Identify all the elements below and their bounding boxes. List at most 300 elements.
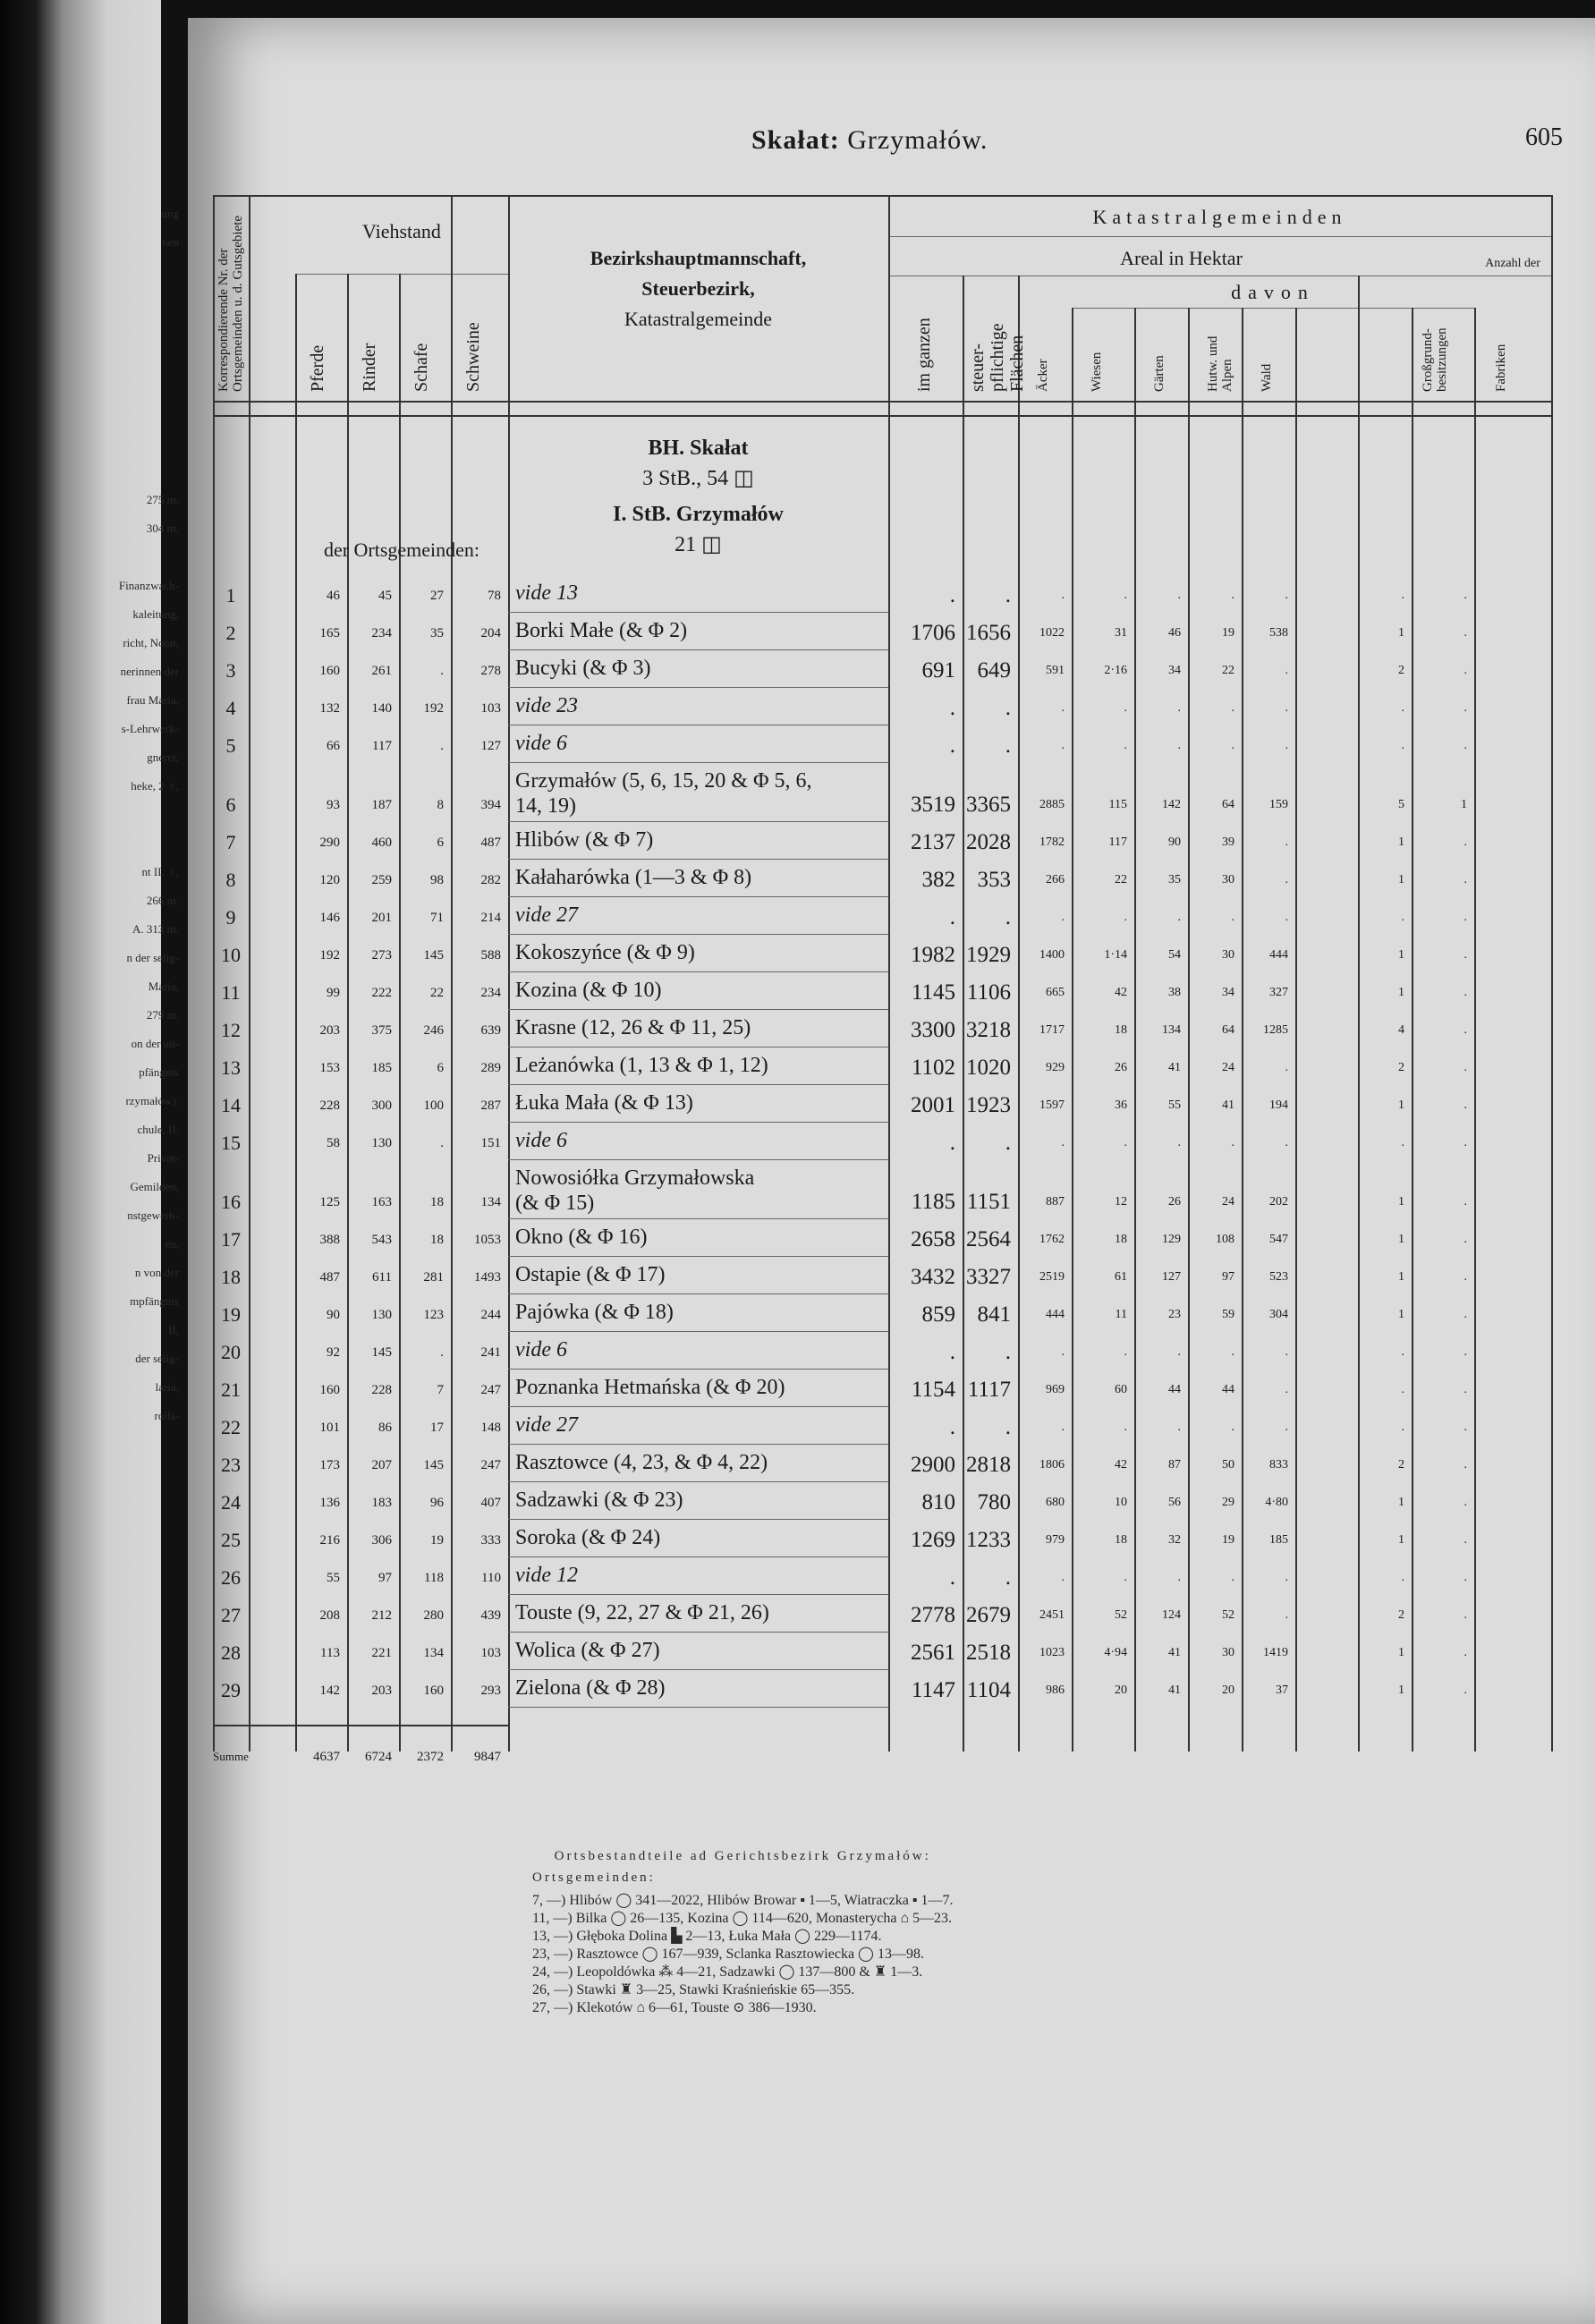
livestock-ri: 228: [371, 1383, 392, 1397]
area-g: 1154: [911, 1378, 955, 1402]
area-wi: 36: [1115, 1098, 1127, 1112]
left-page-line: mpfängnis: [130, 1294, 179, 1308]
left-page-line: gnerei,: [147, 751, 179, 764]
row-number: 28: [221, 1641, 241, 1664]
row-separator: [508, 1331, 888, 1332]
livestock-sc: 134: [423, 1646, 444, 1660]
area-wi: 42: [1115, 1458, 1127, 1472]
area-gr: .: [1401, 1136, 1404, 1149]
area-g: 1147: [911, 1678, 955, 1702]
left-page-line: 279 m.: [146, 1008, 179, 1022]
area-fa: .: [1463, 1533, 1467, 1547]
row-number: 20: [221, 1341, 241, 1363]
row-number: 16: [221, 1191, 241, 1213]
livestock-sw: 278: [480, 664, 501, 678]
livestock-sc: 7: [437, 1383, 444, 1397]
area-hu: .: [1231, 701, 1234, 715]
section-stb: 3 StB., 54 ◫: [642, 467, 754, 490]
area-ac: 969: [1046, 1383, 1065, 1396]
livestock-sc: 71: [430, 911, 444, 925]
area-st: 1106: [966, 980, 1011, 1005]
area-gr: 1: [1398, 1533, 1404, 1547]
area-wa: 1419: [1263, 1646, 1288, 1659]
area-ac: 665: [1046, 986, 1065, 999]
area-gr: 1: [1398, 1098, 1404, 1112]
area-fa: .: [1463, 701, 1467, 715]
livestock-sc: 280: [423, 1608, 444, 1623]
left-page-line: n von der: [134, 1266, 179, 1279]
area-g: 810: [921, 1490, 955, 1514]
area-gr: .: [1401, 1421, 1404, 1434]
livestock-pf: 132: [319, 701, 340, 716]
left-page-line: en,: [165, 1237, 179, 1251]
area-hu: .: [1231, 589, 1234, 602]
left-page-line: Privat-: [147, 1151, 179, 1165]
area-st: .: [1005, 734, 1011, 758]
area-ac: 986: [1046, 1684, 1065, 1697]
footnote-entry: 27, —) Klekotów ⌂ 6—61, Touste ⊙ 386—1930.: [532, 2000, 817, 2015]
area-wi: 18: [1115, 1533, 1127, 1547]
area-g: 382: [921, 868, 955, 892]
livestock-sw: 241: [480, 1345, 501, 1360]
livestock-ri: 460: [371, 835, 392, 850]
area-wi: 1·14: [1104, 948, 1127, 962]
area-g: 1982: [911, 943, 955, 967]
municipality-name: vide 6: [515, 732, 567, 755]
area-gr: 2: [1398, 1061, 1404, 1074]
left-page-line: on der un-: [131, 1037, 179, 1050]
livestock-sw: 439: [480, 1608, 501, 1623]
area-g: 3432: [911, 1265, 955, 1289]
area-st: 1117: [967, 1378, 1011, 1402]
footnotes: [532, 1847, 953, 2017]
municipality-name: Soroka (& Φ 24): [515, 1526, 661, 1549]
area-gr: 1: [1398, 873, 1404, 886]
area-g: 1269: [911, 1528, 955, 1552]
row-number: 19: [221, 1303, 241, 1326]
row-number: 26: [221, 1566, 241, 1589]
row-separator: [508, 1256, 888, 1257]
municipality-name: Wolica (& Φ 27): [515, 1639, 660, 1662]
livestock-pf: 388: [319, 1233, 340, 1247]
column-border: [1551, 195, 1553, 1751]
row-separator: [508, 1632, 888, 1633]
row-number: 21: [221, 1378, 241, 1401]
area-wa: .: [1285, 1383, 1288, 1396]
livestock-ri: 145: [371, 1345, 392, 1360]
column-border: [1295, 308, 1297, 1751]
area-g: .: [949, 1131, 955, 1155]
livestock-ri: 261: [371, 664, 392, 678]
area-wa: 202: [1269, 1195, 1288, 1209]
area-wa: .: [1285, 1345, 1288, 1359]
header-korrespondierende: Korrespondierende Nr. der Ortsgemeinden u. d. Gutsgebiete: [216, 215, 245, 392]
livestock-pf: 58: [327, 1136, 340, 1150]
area-gr: .: [1401, 911, 1404, 924]
area-gr: .: [1401, 589, 1404, 602]
header-viehstand: Viehstand: [362, 220, 441, 242]
area-ga: 46: [1168, 626, 1181, 640]
livestock-sw: 639: [480, 1023, 501, 1038]
area-fa: .: [1463, 1023, 1467, 1037]
livestock-ri: 212: [371, 1608, 392, 1623]
area-ga: 38: [1168, 986, 1181, 999]
livestock-ri: 45: [378, 589, 392, 603]
row-separator: [508, 934, 888, 935]
left-page-line: der selig-: [135, 1352, 179, 1365]
viehstand-sub-border: [295, 274, 508, 275]
livestock-pf: 160: [319, 664, 340, 678]
area-wa: .: [1285, 589, 1288, 602]
area-hu: 50: [1222, 1458, 1234, 1472]
header-wald: Wald: [1260, 363, 1274, 392]
area-gr: 1: [1398, 1308, 1404, 1321]
municipality-name: Leżanówka (1, 13 & Φ 1, 12): [515, 1054, 768, 1077]
livestock-sc: 19: [430, 1533, 444, 1548]
area-g: 2778: [911, 1603, 955, 1627]
page-number: 605: [1525, 123, 1563, 151]
area-fa: .: [1463, 664, 1467, 677]
livestock-sw: 244: [480, 1308, 501, 1322]
header-schafe: Schafe: [411, 343, 431, 392]
livestock-sw: 1053: [474, 1233, 501, 1247]
area-wi: 26: [1115, 1061, 1127, 1074]
area-st: 1020: [966, 1056, 1011, 1080]
row-separator: [508, 1556, 888, 1557]
livestock-sc: 100: [423, 1098, 444, 1113]
area-hu: 29: [1222, 1496, 1234, 1509]
livestock-pf: 228: [319, 1098, 340, 1113]
area-st: 353: [977, 868, 1011, 892]
livestock-sw: 234: [480, 986, 501, 1000]
area-ac: .: [1061, 739, 1065, 752]
municipality-name: Ostapie (& Φ 17): [515, 1263, 666, 1286]
municipality-name: Kokoszyńce (& Φ 9): [515, 941, 695, 964]
area-wa: .: [1285, 835, 1288, 849]
row-separator: [508, 1594, 888, 1595]
header-rinder: Rinder: [360, 343, 379, 392]
livestock-sc: .: [440, 1345, 444, 1360]
area-hu: 24: [1222, 1061, 1234, 1074]
left-page-line: 275 m.: [146, 493, 179, 506]
area-st: 2564: [966, 1227, 1011, 1251]
area-ga: 124: [1162, 1608, 1181, 1622]
area-hu: .: [1231, 911, 1234, 924]
area-fa: .: [1463, 1195, 1467, 1209]
area-st: 1104: [966, 1678, 1011, 1702]
row-separator: [508, 1122, 888, 1123]
municipality-name: vide 27: [515, 1413, 578, 1437]
area-fa: .: [1463, 1458, 1467, 1472]
row-separator: [508, 859, 888, 860]
livestock-sc: 96: [430, 1496, 444, 1510]
livestock-ri: 130: [371, 1136, 392, 1150]
livestock-pf: 173: [319, 1458, 340, 1472]
left-page-line: ung: [161, 207, 179, 220]
area-wa: 159: [1269, 798, 1288, 811]
livestock-sc: 145: [423, 1458, 444, 1472]
area-ac: 1400: [1039, 948, 1065, 962]
livestock-sw: 394: [480, 798, 501, 812]
livestock-pf: 93: [327, 798, 340, 812]
left-page-line: richt, Notar,: [123, 636, 179, 649]
livestock-pf: 55: [327, 1571, 340, 1585]
header-gaerten: Gärten: [1152, 355, 1167, 392]
header-bezirk-2: Steuerbezirk,: [641, 277, 755, 300]
livestock-pf: 216: [319, 1533, 340, 1548]
area-hu: .: [1231, 739, 1234, 752]
header-grossgrund: Großgrund-besitzungen: [1421, 327, 1449, 392]
area-g: 1145: [911, 980, 955, 1005]
municipality-name-cont: 14, 19): [515, 794, 576, 818]
municipality-name: Sadzawki (& Φ 23): [515, 1489, 683, 1512]
area-wa: .: [1285, 701, 1288, 715]
municipality-name: vide 23: [515, 694, 578, 717]
livestock-pf: 66: [327, 739, 340, 753]
area-ac: 1717: [1039, 1023, 1065, 1037]
area-wi: .: [1124, 1571, 1127, 1584]
area-st: 2679: [966, 1603, 1011, 1627]
footnote-heading: Ortsbestandteile ad Gerichtsbezirk Grzymałów:: [554, 1849, 931, 1863]
livestock-ri: 185: [371, 1061, 392, 1075]
header-anzahl: Anzahl der: [1485, 257, 1540, 270]
area-fa: .: [1463, 911, 1467, 924]
area-wi: .: [1124, 701, 1127, 715]
row-number: 4: [225, 697, 236, 719]
area-hu: 19: [1222, 626, 1234, 640]
area-hu: 34: [1222, 986, 1234, 999]
livestock-pf: 125: [319, 1195, 340, 1209]
area-wa: 444: [1269, 948, 1288, 962]
header-schweine: Schweine: [463, 322, 483, 392]
area-st: .: [1005, 583, 1011, 607]
header-steuerpflichtige: steuer-pflichtige Flächen: [968, 323, 1027, 392]
area-wi: 61: [1115, 1270, 1127, 1284]
livestock-sw: 247: [480, 1458, 501, 1472]
municipality-name: Kałaharówka (1—3 & Φ 8): [515, 866, 752, 889]
header-katastralgemeinden: Katastralgemeinden: [1092, 206, 1347, 228]
livestock-ri: 97: [378, 1571, 392, 1585]
area-fa: .: [1463, 1684, 1467, 1697]
area-ga: 142: [1162, 798, 1181, 811]
livestock-sw: 148: [480, 1421, 501, 1435]
area-gr: 1: [1398, 1496, 1404, 1509]
livestock-ri: 183: [371, 1496, 392, 1510]
area-ga: 54: [1168, 948, 1181, 962]
row-number: 2: [225, 622, 236, 644]
area-hu: 19: [1222, 1533, 1234, 1547]
area-hu: 39: [1222, 835, 1234, 849]
row-number: 29: [221, 1679, 241, 1701]
livestock-pf: 90: [327, 1308, 340, 1322]
left-page-line: Finanzwach-: [118, 579, 179, 592]
municipality-name: vide 6: [515, 1129, 567, 1152]
area-hu: .: [1231, 1421, 1234, 1434]
area-g: .: [949, 696, 955, 720]
footnote-entry: 24, —) Leopoldówka ⁂ 4—21, Sadzawki ◯ 137—800 & ♜ 1—3.: [532, 1964, 923, 1980]
livestock-sw: 151: [480, 1136, 501, 1150]
left-page-line: laria,: [155, 1380, 179, 1394]
row-separator: [508, 1084, 888, 1085]
area-g: .: [949, 1565, 955, 1590]
area-g: .: [949, 734, 955, 758]
livestock-ri: 221: [371, 1646, 392, 1660]
row-number: 17: [221, 1228, 241, 1251]
area-wa: .: [1285, 1136, 1288, 1149]
livestock-pf: 99: [327, 986, 340, 1000]
area-fa: .: [1463, 1421, 1467, 1434]
livestock-sc: .: [440, 664, 444, 678]
livestock-pf: 146: [319, 911, 340, 925]
livestock-sc: 145: [423, 948, 444, 963]
area-ga: .: [1177, 739, 1181, 752]
area-hu: .: [1231, 1136, 1234, 1149]
area-ga: 41: [1168, 1684, 1181, 1697]
area-ga: 134: [1162, 1023, 1181, 1037]
livestock-sc: 123: [423, 1308, 444, 1322]
area-wa: 194: [1269, 1098, 1288, 1112]
summe-border: [213, 1725, 508, 1726]
area-ac: .: [1061, 701, 1065, 715]
area-st: 3365: [966, 793, 1011, 817]
left-page-line: nerinnen der: [120, 665, 179, 678]
area-fa: .: [1463, 873, 1467, 886]
previous-page-fragment: [54, 206, 179, 1476]
area-ga: 41: [1168, 1646, 1181, 1659]
row-separator: [508, 1481, 888, 1482]
area-g: 691: [921, 658, 955, 683]
area-g: .: [949, 1340, 955, 1364]
livestock-sw: 78: [488, 589, 501, 603]
footnote-entry: 26, —) Stawki ♜ 3—25, Stawki Kraśnieńskie 65—355.: [532, 1982, 855, 1997]
row-separator: [508, 821, 888, 822]
livestock-pf: 136: [319, 1496, 340, 1510]
left-page-line: rolls-: [154, 1409, 179, 1422]
row-separator: [508, 971, 888, 972]
area-fa: .: [1463, 1496, 1467, 1509]
area-wa: 1285: [1263, 1023, 1288, 1037]
area-gr: 4: [1398, 1023, 1404, 1037]
header-acker: Äcker: [1036, 359, 1050, 392]
area-wa: 304: [1269, 1308, 1288, 1321]
livestock-sw: 487: [480, 835, 501, 850]
section-gerichtsbezirk: I. StB. Grzymałów: [613, 503, 784, 526]
area-st: 649: [977, 658, 1011, 683]
area-st: 1233: [966, 1528, 1011, 1552]
left-page-line: n der selig-: [126, 951, 179, 964]
row-separator: [508, 762, 888, 763]
area-ac: 2519: [1039, 1270, 1065, 1284]
livestock-ri: 234: [371, 626, 392, 640]
area-gr: 1: [1398, 948, 1404, 962]
area-wa: 327: [1269, 986, 1288, 999]
area-st: 3327: [966, 1265, 1011, 1289]
left-page-line: A. 313 m.: [132, 922, 179, 936]
municipality-name: Borki Małe (& Φ 2): [515, 619, 688, 642]
area-ac: 680: [1046, 1496, 1065, 1509]
area-st: 780: [977, 1490, 1011, 1514]
municipality-name: Krasne (12, 26 & Φ 11, 25): [515, 1016, 751, 1039]
area-g: 3300: [911, 1018, 955, 1042]
area-g: 2658: [911, 1227, 955, 1251]
row-separator: [508, 1406, 888, 1407]
area-fa: .: [1463, 739, 1467, 752]
area-gr: 1: [1398, 835, 1404, 849]
area-wi: 18: [1115, 1233, 1127, 1246]
summe-sw: 9847: [474, 1750, 501, 1764]
statistics-table: [213, 195, 1551, 1764]
katastral-sub-border: [888, 236, 1551, 237]
header-bottom-border: [213, 401, 1551, 403]
area-ac: 1023: [1039, 1646, 1065, 1659]
area-hu: 22: [1222, 664, 1234, 677]
row-separator: [508, 1218, 888, 1219]
area-gr: 1: [1398, 1195, 1404, 1209]
area-st: 3218: [966, 1018, 1011, 1042]
row-separator: [508, 896, 888, 897]
area-gr: 1: [1398, 1270, 1404, 1284]
summe-label: Summe: [213, 1750, 249, 1763]
header-areal: Areal in Hektar: [1120, 247, 1243, 269]
column-border: [451, 195, 453, 1751]
area-wa: 538: [1269, 626, 1288, 640]
area-wa: 185: [1269, 1533, 1288, 1547]
area-ac: 1806: [1039, 1458, 1065, 1472]
livestock-ri: 207: [371, 1458, 392, 1472]
left-page-line: nt II, ♀,: [141, 865, 179, 878]
header-davon: davon: [1231, 281, 1315, 303]
livestock-sc: .: [440, 739, 444, 753]
area-hu: 64: [1222, 1023, 1234, 1037]
livestock-sw: 333: [480, 1533, 501, 1548]
livestock-sc: 22: [430, 986, 444, 1000]
area-wi: 2·16: [1104, 664, 1127, 677]
area-wa: 833: [1269, 1458, 1288, 1472]
area-g: 2001: [911, 1093, 955, 1117]
area-fa: .: [1463, 1270, 1467, 1284]
area-gr: .: [1401, 1345, 1404, 1359]
area-wa: 523: [1269, 1270, 1288, 1284]
area-g: .: [949, 1415, 955, 1439]
livestock-pf: 46: [327, 589, 340, 603]
area-wi: 115: [1108, 798, 1127, 811]
area-wi: 60: [1115, 1383, 1127, 1396]
row-separator: [508, 1369, 888, 1370]
row-number: 13: [221, 1056, 241, 1079]
area-gr: .: [1401, 1383, 1404, 1396]
livestock-sw: 214: [480, 911, 501, 925]
area-ga: .: [1177, 1571, 1181, 1584]
livestock-ri: 259: [371, 873, 392, 887]
livestock-sw: 588: [480, 948, 501, 963]
area-gr: 2: [1398, 1458, 1404, 1472]
row-number: 6: [225, 793, 236, 816]
area-ac: .: [1061, 911, 1065, 924]
row-number: 3: [225, 659, 236, 682]
footnote-entries: [532, 1892, 953, 2017]
header-hutw: Hutw. und Alpen: [1206, 335, 1234, 392]
municipality-name: Kozina (& Φ 10): [515, 979, 662, 1002]
row-number: 8: [225, 869, 236, 891]
livestock-sc: 246: [423, 1023, 444, 1038]
left-page-line: rzymałów).: [125, 1094, 179, 1107]
municipality-name: Okno (& Φ 16): [515, 1226, 648, 1249]
livestock-pf: 142: [319, 1684, 340, 1698]
area-hu: 30: [1222, 1646, 1234, 1659]
area-st: .: [1005, 1415, 1011, 1439]
area-wa: .: [1285, 911, 1288, 924]
area-fa: .: [1463, 626, 1467, 640]
